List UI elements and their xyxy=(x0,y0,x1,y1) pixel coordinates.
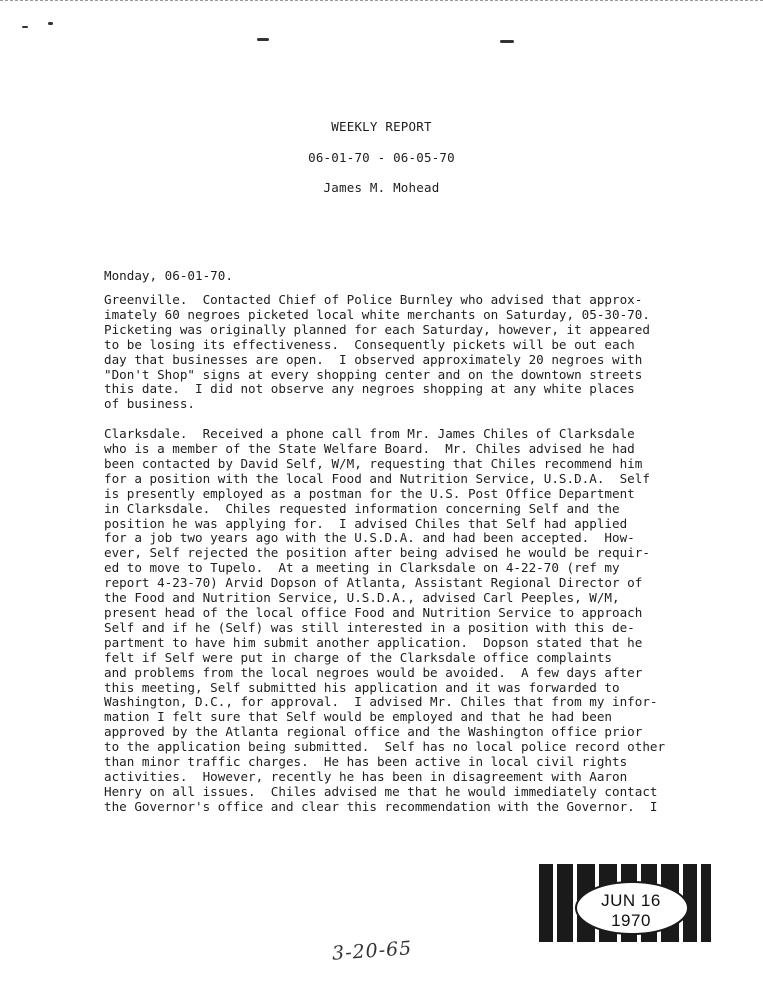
text-line: partment to have him submit another application. Dopson stated that he xyxy=(104,634,643,650)
text-line: mation I felt sure that Self would be employed and that he had been xyxy=(104,709,612,725)
stamp-date: JUN 16 1970 xyxy=(601,891,661,930)
text-line: Greenville. Contacted Chief of Police Burnley who advised that approx- xyxy=(104,292,643,307)
text-line: position he was applying for. I advised Chiles that Self had applied xyxy=(104,515,628,531)
text-line: day that businesses are open. I observed approximately 20 negroes with xyxy=(104,351,643,367)
text-line: ever, Self rejected the position after being advised he would be requir- xyxy=(104,545,650,561)
text-line: to be losing its effectiveness. Consequently pickets will be out each xyxy=(104,336,635,352)
report-title: WEEKLY REPORT xyxy=(331,119,432,134)
text-line: Washington, D.C., for approval. I advised Mr. Chiles that from my infor- xyxy=(104,694,658,710)
text-line: "Don't Shop" signs at every shopping center and on the downtown streets xyxy=(104,366,643,382)
report-body xyxy=(104,293,674,830)
text-line: ed to move to Tupelo. At a meeting in Clarksdale on 4-22-70 (ref my xyxy=(104,560,620,576)
text-line: been contacted by David Self, W/M, requesting that Chiles recommend him xyxy=(104,455,643,471)
text-line: in Clarksdale. Chiles requested information concerning Self and the xyxy=(104,500,620,516)
text-line: Self and if he (Self) was still interested in a position with this de- xyxy=(104,619,635,635)
text-line: activities. However, recently he has been in disagreement with Aaron xyxy=(104,768,628,784)
text-line: this meeting, Self submitted his application and it was forwarded to xyxy=(104,679,620,695)
entry-date: Monday, 06-01-70. xyxy=(104,268,233,283)
handwritten-note: 3-20-65 xyxy=(331,937,413,965)
text-line: the Governor's office and clear this recommendation with the Governor. I xyxy=(104,798,658,814)
text-line: and problems from the local negroes would be avoided. A few days after xyxy=(104,664,643,680)
text-line: this date. I did not observe any negroes shopping at any white places xyxy=(104,381,635,397)
paragraph-clarksdale xyxy=(104,427,674,815)
scan-speck xyxy=(48,22,53,25)
text-line: Picketing was originally planned for each Saturday, however, it appeared xyxy=(104,321,650,337)
text-line: report 4-23-70) Arvid Dopson of Atlanta, Assistant Regional Director of xyxy=(104,575,643,591)
text-line: who is a member of the State Welfare Board. Mr. Chiles advised he had xyxy=(104,441,635,457)
text-line: than minor traffic charges. He has been active in local civil rights xyxy=(104,754,628,770)
received-stamp xyxy=(537,858,713,946)
text-line: felt if Self were put in charge of the Clarksdale office complaints xyxy=(104,649,612,665)
text-line: of business. xyxy=(104,396,195,412)
text-line: the Food and Nutrition Service, U.S.D.A., advised Carl Peeples, W/M, xyxy=(104,590,620,606)
text-line: for a position with the local Food and Nutrition Service, U.S.D.A. Self xyxy=(104,470,650,486)
text-line: approved by the Atlanta regional office and the Washington office prior xyxy=(104,724,643,740)
scan-speck xyxy=(257,38,269,41)
text-line: Henry on all issues. Chiles advised me that he would immediately contact xyxy=(104,783,658,799)
text-line: is presently employed as a postman for the U.S. Post Office Department xyxy=(104,485,635,501)
scan-speck xyxy=(22,26,28,28)
text-line: imately 60 negroes picketed local white merchants on Saturday, 05-30-70. xyxy=(104,306,650,322)
report-date-range: 06-01-70 - 06-05-70 xyxy=(308,150,455,165)
scan-speck xyxy=(500,40,514,43)
paragraph-greenville xyxy=(104,293,674,412)
report-author: James M. Mohead xyxy=(323,180,440,195)
text-line: present head of the local office Food and Nutrition Service to approach xyxy=(104,605,643,621)
scan-edge-dashes xyxy=(0,0,763,7)
text-line: Clarksdale. Received a phone call from Mr. James Chiles of Clarksdale xyxy=(104,426,635,442)
text-line: to the application being submitted. Self has no local police record other xyxy=(104,739,666,755)
text-line: for a job two years ago with the U.S.D.A. and had been accepted. How- xyxy=(104,530,635,546)
